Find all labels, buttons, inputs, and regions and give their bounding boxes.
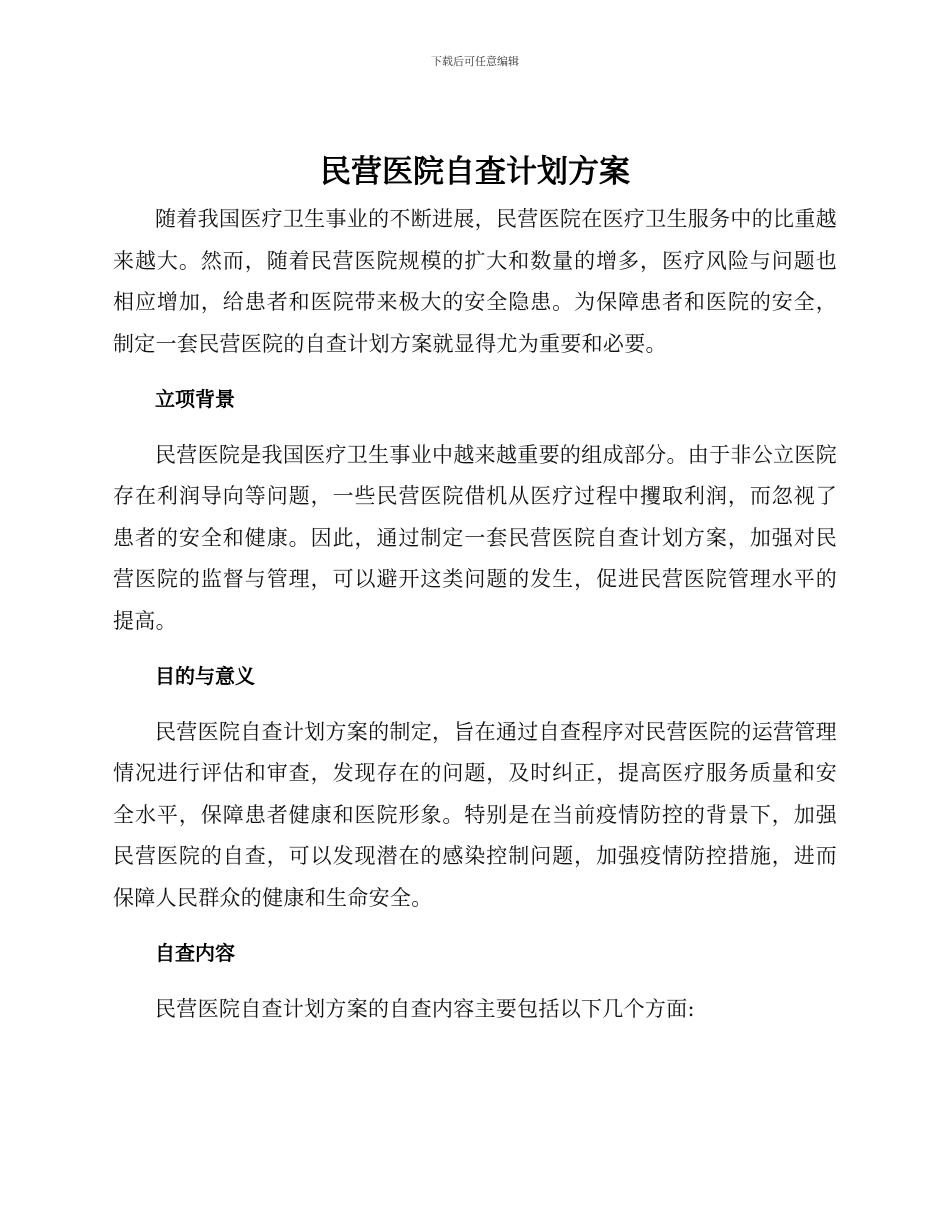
section-heading-content: 自查内容 — [155, 941, 235, 965]
section-body-content: 民营医院自查计划方案的自查内容主要包括以下几个方面: — [155, 996, 695, 1021]
document-body — [113, 199, 837, 1030]
section-heading-purpose: 目的与意义 — [155, 664, 255, 688]
document-title: 民营医院自查计划方案 — [320, 154, 630, 190]
section-body-background: 民营医院是我国医疗卫生事业中越来越重要的组成部分。由于非公立医院存在利润导向等问题，一些民营医院借机从医疗过程中攫取利润，而忽视了患者的安全和健康。因此，通过制定一套民营医院自查计划方案，加强对民营医院的监督与管理，可以避开这类问题的发生，促进民营医院管理水平的提高。 — [113, 442, 837, 633]
section-body-purpose: 民营医院自查计划方案的制定，旨在通过自查程序对民营医院的运营管理情况进行评估和审查，发现存在的问题，及时纠正，提高医疗服务质量和安全水平，保障患者健康和医院形象。特别是在当前疫情防控的背景下，加强民营医院的自查，可以发现潜在的感染控制问题，加强疫情防控措施，进而保障人民群众的健康和生命安全。 — [113, 719, 837, 910]
header-note: 下载后可任意编辑 — [431, 55, 519, 68]
section-heading-background: 立项背景 — [155, 387, 235, 411]
intro-paragraph: 随着我国医疗卫生事业的不断进展，民营医院在医疗卫生服务中的比重越来越大。然而，随着民营医院规模的扩大和数量的增多，医疗风险与问题也相应增加，给患者和医院带来极大的安全隐患。为保障患者和医院的安全，制定一套民营医院的自查计划方案就显得尤为重要和必要。 — [113, 207, 837, 356]
